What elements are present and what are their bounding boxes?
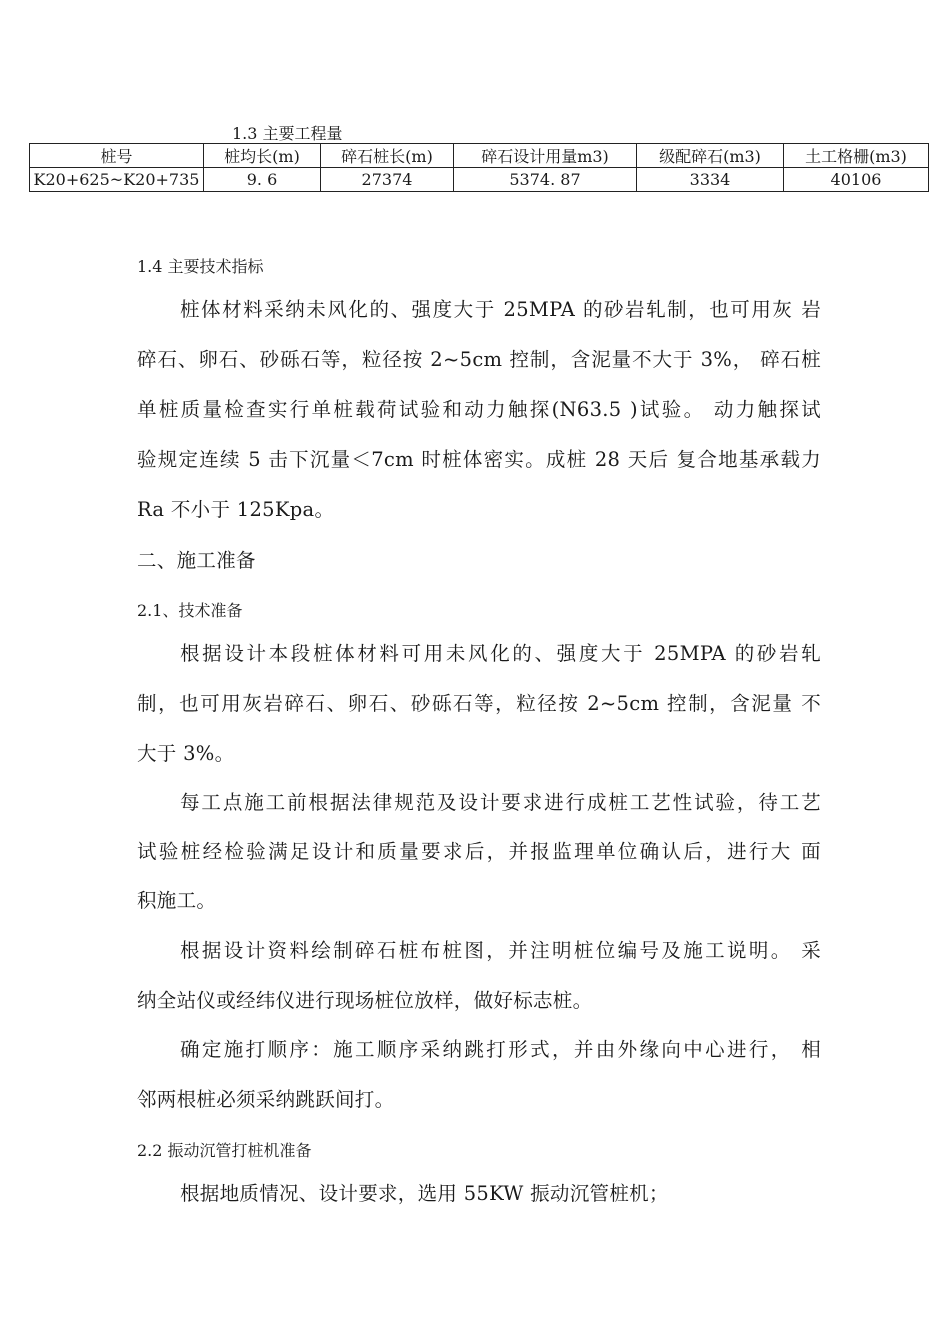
paragraph-line: 根据设计本段桩体材料可用未风化的、强度大于 25MPA 的砂岩轧	[180, 642, 821, 665]
paragraph-line: 邻两根桩必须采纳跳跃间打。	[137, 1088, 395, 1111]
header-cell: 桩均长(m)	[204, 144, 321, 168]
section-heading-2-2: 2.2 振动沉管打桩机准备	[137, 1141, 312, 1160]
section-heading-1-4: 1.4 主要技术指标	[137, 257, 264, 276]
paragraph-line: Ra 不小于 125Kpa。	[137, 498, 335, 521]
header-cell: 土工格栅(m3)	[784, 144, 929, 168]
header-cell: 碎石设计用量m3)	[454, 144, 637, 168]
table-cell: 3334	[637, 168, 784, 192]
paragraph-line: 确定施打顺序：施工顺序采纳跳打形式，并由外缘向中心进行， 相	[180, 1038, 821, 1061]
table-cell: 27374	[321, 168, 454, 192]
paragraph-line: 大于 3%。	[137, 742, 235, 765]
chapter-heading-2: 二、施工准备	[137, 549, 256, 572]
table-row	[30, 168, 929, 192]
paragraph-line: 单桩质量检查实行单桩载荷试验和动力触探(N63.5 )试验。 动力触探试	[137, 398, 821, 421]
header-cell: 桩号	[30, 144, 204, 168]
paragraph-line: 根据地质情况、设计要求，选用 55KW 振动沉管桩机；	[180, 1182, 669, 1205]
paragraph-line: 碎石、卵石、砂砾石等，粒径按 2~5cm 控制，含泥量不大于 3%， 碎石桩	[137, 348, 821, 371]
section-heading-2-1: 2.1、技术准备	[137, 601, 243, 620]
paragraph-line: 验规定连续 5 击下沉量＜7cm 时桩体密实。成桩 28 天后 复合地基承载力	[137, 448, 821, 471]
table-cell: 9. 6	[204, 168, 321, 192]
paragraph-line: 积施工。	[137, 889, 217, 912]
paragraph-line: 根据设计资料绘制碎石桩布桩图，并注明桩位编号及施工说明。 采	[180, 939, 821, 962]
table-cell: 5374. 87	[454, 168, 637, 192]
paragraph-line: 纳全站仪或经纬仪进行现场桩位放样，做好标志桩。	[137, 989, 593, 1012]
table-cell: K20+625~K20+735	[30, 168, 204, 192]
table-header-row	[30, 144, 929, 168]
table-caption: 1.3 主要工程量	[232, 124, 343, 143]
paragraph-line: 每工点施工前根据法律规范及设计要求进行成桩工艺性试验，待工艺	[180, 791, 821, 814]
header-cell: 碎石桩长(m)	[321, 144, 454, 168]
quantity-table	[29, 143, 929, 192]
paragraph-line: 试验桩经检验满足设计和质量要求后，并报监理单位确认后，进行大 面	[137, 840, 821, 863]
paragraph-line: 制，也可用灰岩碎石、卵石、砂砾石等，粒径按 2~5cm 控制，含泥量 不	[137, 692, 821, 715]
paragraph-line: 桩体材料采纳未风化的、强度大于 25MPA 的砂岩轧制，也可用灰 岩	[180, 298, 821, 321]
header-cell: 级配碎石(m3)	[637, 144, 784, 168]
table-cell: 40106	[784, 168, 929, 192]
